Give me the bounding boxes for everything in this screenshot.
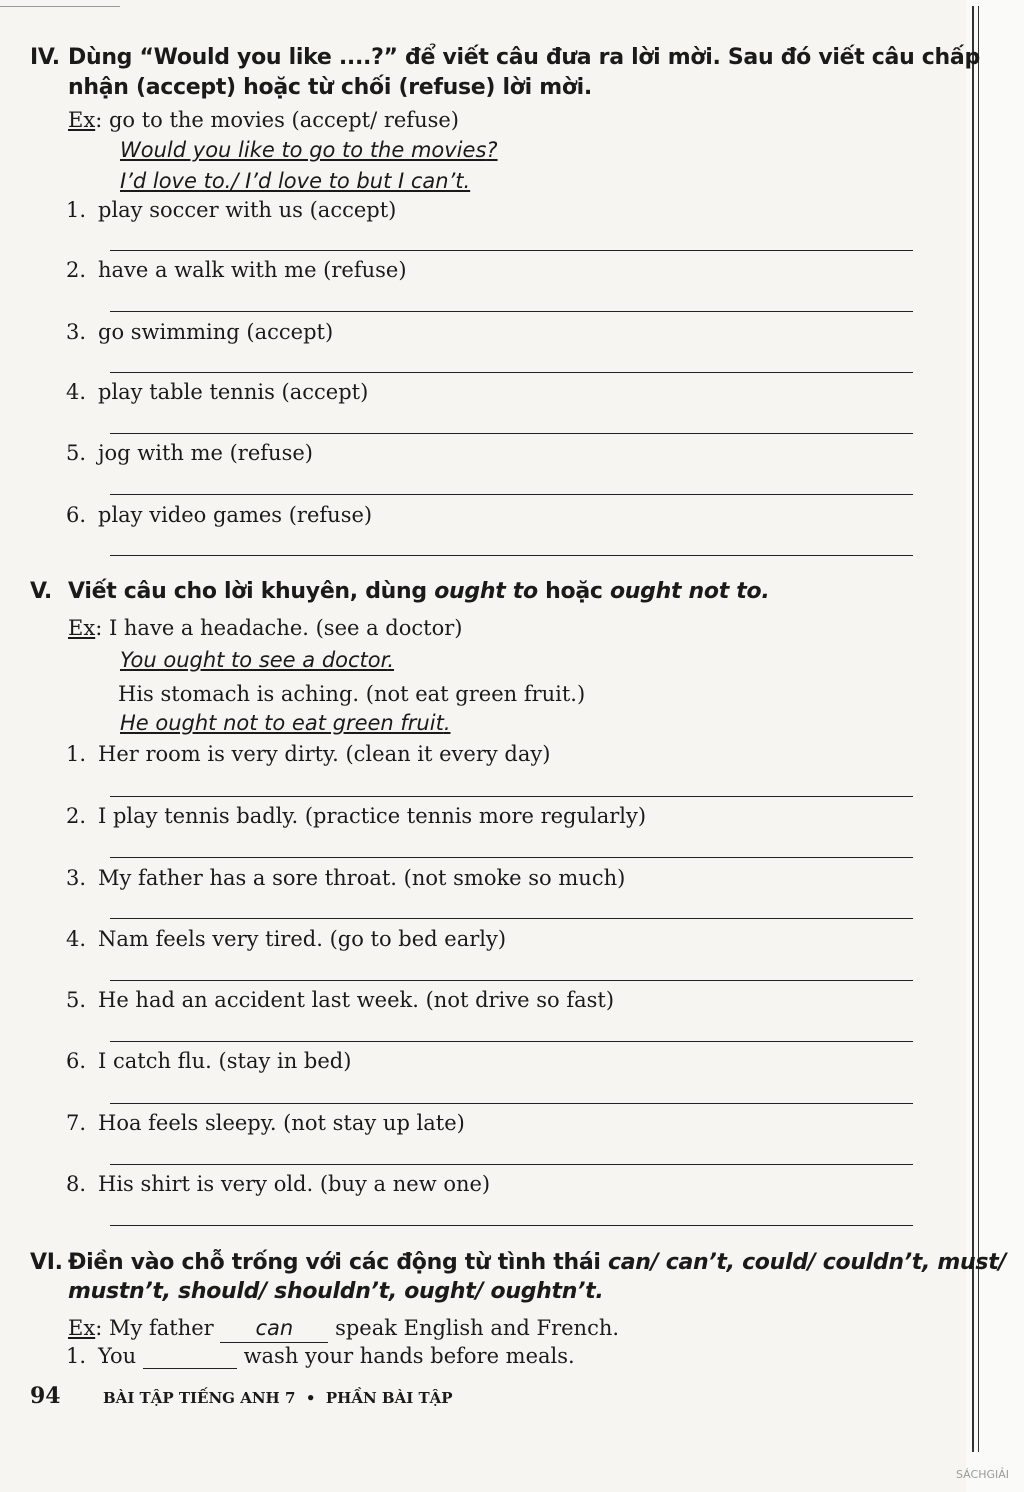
section-4-number: IV. — [30, 45, 60, 70]
section-4-title-line1: Dùng “Would you like ....?” để viết câu đưa ra lời mời. Sau đó viết câu chấp — [68, 45, 980, 70]
answer-line[interactable] — [110, 918, 913, 919]
example-answer-1: Would you like to go to the movies? — [120, 138, 498, 162]
section-6-title: VI. Điền vào chỗ trống với các động từ tình thái can/ can’t, could/ couldn’t, must/ — [30, 1247, 1006, 1279]
answer-line[interactable] — [110, 1225, 913, 1226]
section-5-example: Ex: I have a headache. (see a doctor) — [68, 616, 463, 640]
exercise-item: 1. play soccer with us (accept) — [66, 198, 397, 222]
exercise-item: 4. play table tennis (accept) — [66, 380, 369, 404]
answer-line[interactable] — [110, 250, 913, 251]
exercise-item: 8. His shirt is very old. (buy a new one) — [66, 1172, 491, 1196]
watermark: SÁCHGIẢI — [956, 1468, 1010, 1481]
page-number: 94 — [30, 1383, 61, 1409]
example-label: Ex — [68, 1316, 96, 1340]
exercise-item: 6. play video games (refuse) — [66, 503, 373, 527]
running-footer: BÀI TẬP TIẾNG ANH 7 • PHẦN BÀI TẬP — [103, 1389, 453, 1407]
answer-line[interactable] — [110, 372, 913, 373]
section-5-number: V. — [30, 579, 52, 604]
example-answer-2: I’d love to./ I’d love to but I can’t. — [120, 169, 471, 193]
answer-line[interactable] — [110, 1041, 913, 1042]
example-prompt-2: His stomach is aching. (not eat green fruit.) — [118, 682, 586, 706]
section-4-title — [30, 42, 980, 74]
example-filled-blank: can — [220, 1314, 328, 1343]
example-label: Ex — [68, 616, 96, 640]
exercise-item: 1. You wash your hands before meals. — [66, 1344, 575, 1368]
example-label: Ex — [68, 108, 96, 132]
answer-line[interactable] — [110, 980, 913, 981]
exercise-item: 7. Hoa feels sleepy. (not stay up late) — [66, 1111, 465, 1135]
section-5-title: V. Viết câu cho lời khuyên, dùng ought to hoặc ought not to. — [30, 576, 769, 608]
section-6-example: Ex: My father can speak English and French. — [68, 1314, 619, 1343]
section-6-number: VI. — [30, 1250, 63, 1275]
exercise-item: 5. jog with me (refuse) — [66, 441, 313, 465]
exercise-item: 5. He had an accident last week. (not drive so fast) — [66, 988, 615, 1012]
section-4-example — [68, 106, 459, 134]
example-answer-1: You ought to see a doctor. — [120, 648, 395, 672]
example-prompt: : go to the movies (accept/ refuse) — [95, 108, 459, 132]
section-4-title-line2: nhận (accept) hoặc từ chối (refuse) lời mời. — [68, 75, 592, 100]
exercise-item: 3. My father has a sore throat. (not smoke so much) — [66, 866, 626, 890]
section-6-title-line2: mustn’t, should/ shouldn’t, ought/ oughtn’t. — [68, 1279, 604, 1304]
answer-line[interactable] — [110, 1103, 913, 1104]
top-rule — [0, 6, 120, 7]
exercise-item: 3. go swimming (accept) — [66, 320, 334, 344]
exercise-item: 2. I play tennis badly. (practice tennis more regularly) — [66, 804, 647, 828]
answer-line[interactable] — [110, 796, 913, 797]
fill-in-blank[interactable] — [143, 1344, 237, 1369]
exercise-item: 2. have a walk with me (refuse) — [66, 258, 407, 282]
answer-line[interactable] — [110, 857, 913, 858]
edge-line-outer — [972, 6, 974, 1452]
answer-line[interactable] — [110, 494, 913, 495]
answer-line[interactable] — [110, 433, 913, 434]
answer-line[interactable] — [110, 555, 913, 556]
example-answer-2: He ought not to eat green fruit. — [120, 711, 451, 735]
answer-line[interactable] — [110, 311, 913, 312]
answer-line[interactable] — [110, 1164, 913, 1165]
exercise-item: 6. I catch flu. (stay in bed) — [66, 1049, 352, 1073]
edge-line-inner — [978, 6, 979, 1452]
exercise-item: 4. Nam feels very tired. (go to bed early) — [66, 927, 507, 951]
exercise-item: 1. Her room is very dirty. (clean it every day) — [66, 742, 551, 766]
